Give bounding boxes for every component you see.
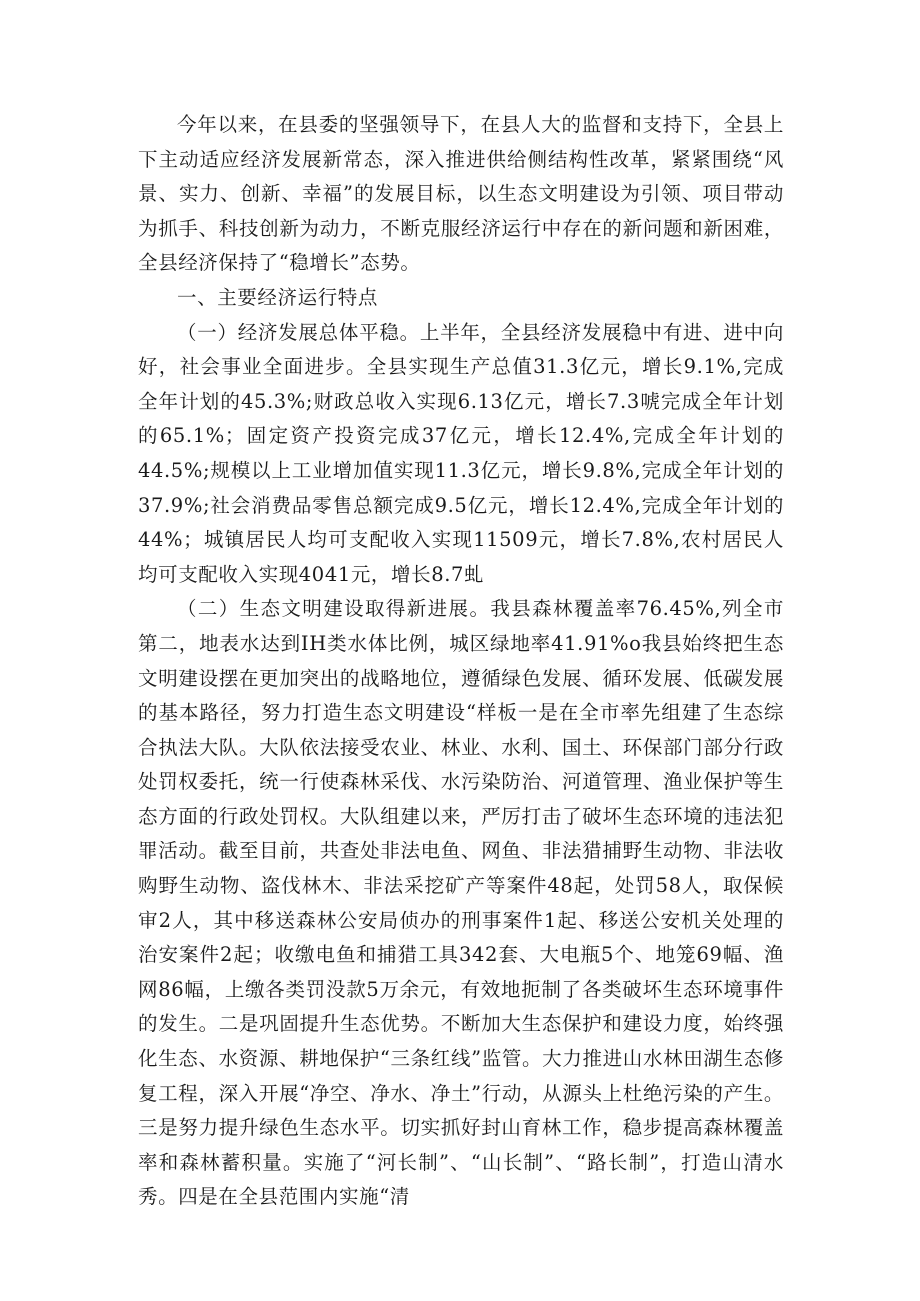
economy-paragraph: （一）经济发展总体平稳。上半年，全县经济发展稳中有进、进中向好，社会事业全面进步。全县实现生产总值31.3亿元，增长9.1%,完成全年计划的45.3%;财政总收入实现6.13亿元，增长7.3唬完成全年计划的65.1%；固定资产投资完成37亿元，增长12.4%,完成全年计划的44.5%;规模以上工业增加值实现11.3亿元，增长9.8%,完成全年计划的37.9%;社会消费品零售总额完成9.5亿元，增长12.4%,完成全年计划的44%；城镇居民人均可支配收入实现11509元，增长7.8%,农村居民人均可支配收入实现4041元，增长8.7虬	[138, 320, 784, 586]
intro-paragraph: 今年以来，在县委的坚强领导下，在县人大的监督和支持下，全县上下主动适应经济发展新常态，深入推进供给侧结构性改革，紧紧围绕“风景、实力、创新、幸福”的发展目标，以生态文明建设为引领、项目带动为抓手、科技创新为动力，不断克服经济运行中存在的新问题和新困难，全县经济保持了“稳增长”态势。	[138, 113, 784, 275]
ecology-paragraph: （二）生态文明建设取得新进展。我县森林覆盖率76.45%,列全市第二，地表水达到IH类水体比例，城区绿地率41.91%o我县始终把生态文明建设摆在更加突出的战略地位，遵循绿色发展、循环发展、低碳发展的基本路径，努力打造生态文明建设“样板一是在全市率先组建了生态综合执法大队。大队依法接受农业、林业、水利、国土、环保部门部分行政处罚权委托，统一行使森林采伐、水污染防治、河道管理、渔业保护等生态方面的行政处罚权。大队组建以来，严厉打击了破坏生态环境的违法犯罪活动。截至目前，共查处非法电鱼、网鱼、非法猎捕野生动物、非法收购野生动物、盗伐林木、非法采挖矿产等案件48起，处罚58人，取保候审2人，其中移送森林公安局侦办的刑事案件1起、移送公安机关处理的治安案件2起；收缴电鱼和捕猎工具342套、大电瓶5个、地笼69幅、渔网86幅，上缴各类罚没款5万余元，有效地扼制了各类破坏生态环境事件的发生。二是巩固提升生态优势。不断加大生态保护和建设力度，始终强化生态、水资源、耕地保护“三条红线”监管。大力推进山水林田湖生态修复工程，深入开展“净空、净水、净土”行动，从源头上杜绝污染的产生。三是努力提升绿色生态水平。切实抓好封山育林工作，稳步提高森林覆盖率和森林蓄积量。实施了“河长制”、“山长制”、“路长制”，打造山清水秀。四是在全县范围内实施“清	[138, 597, 784, 1209]
section-heading: 一、主要经济运行特点	[177, 285, 379, 309]
